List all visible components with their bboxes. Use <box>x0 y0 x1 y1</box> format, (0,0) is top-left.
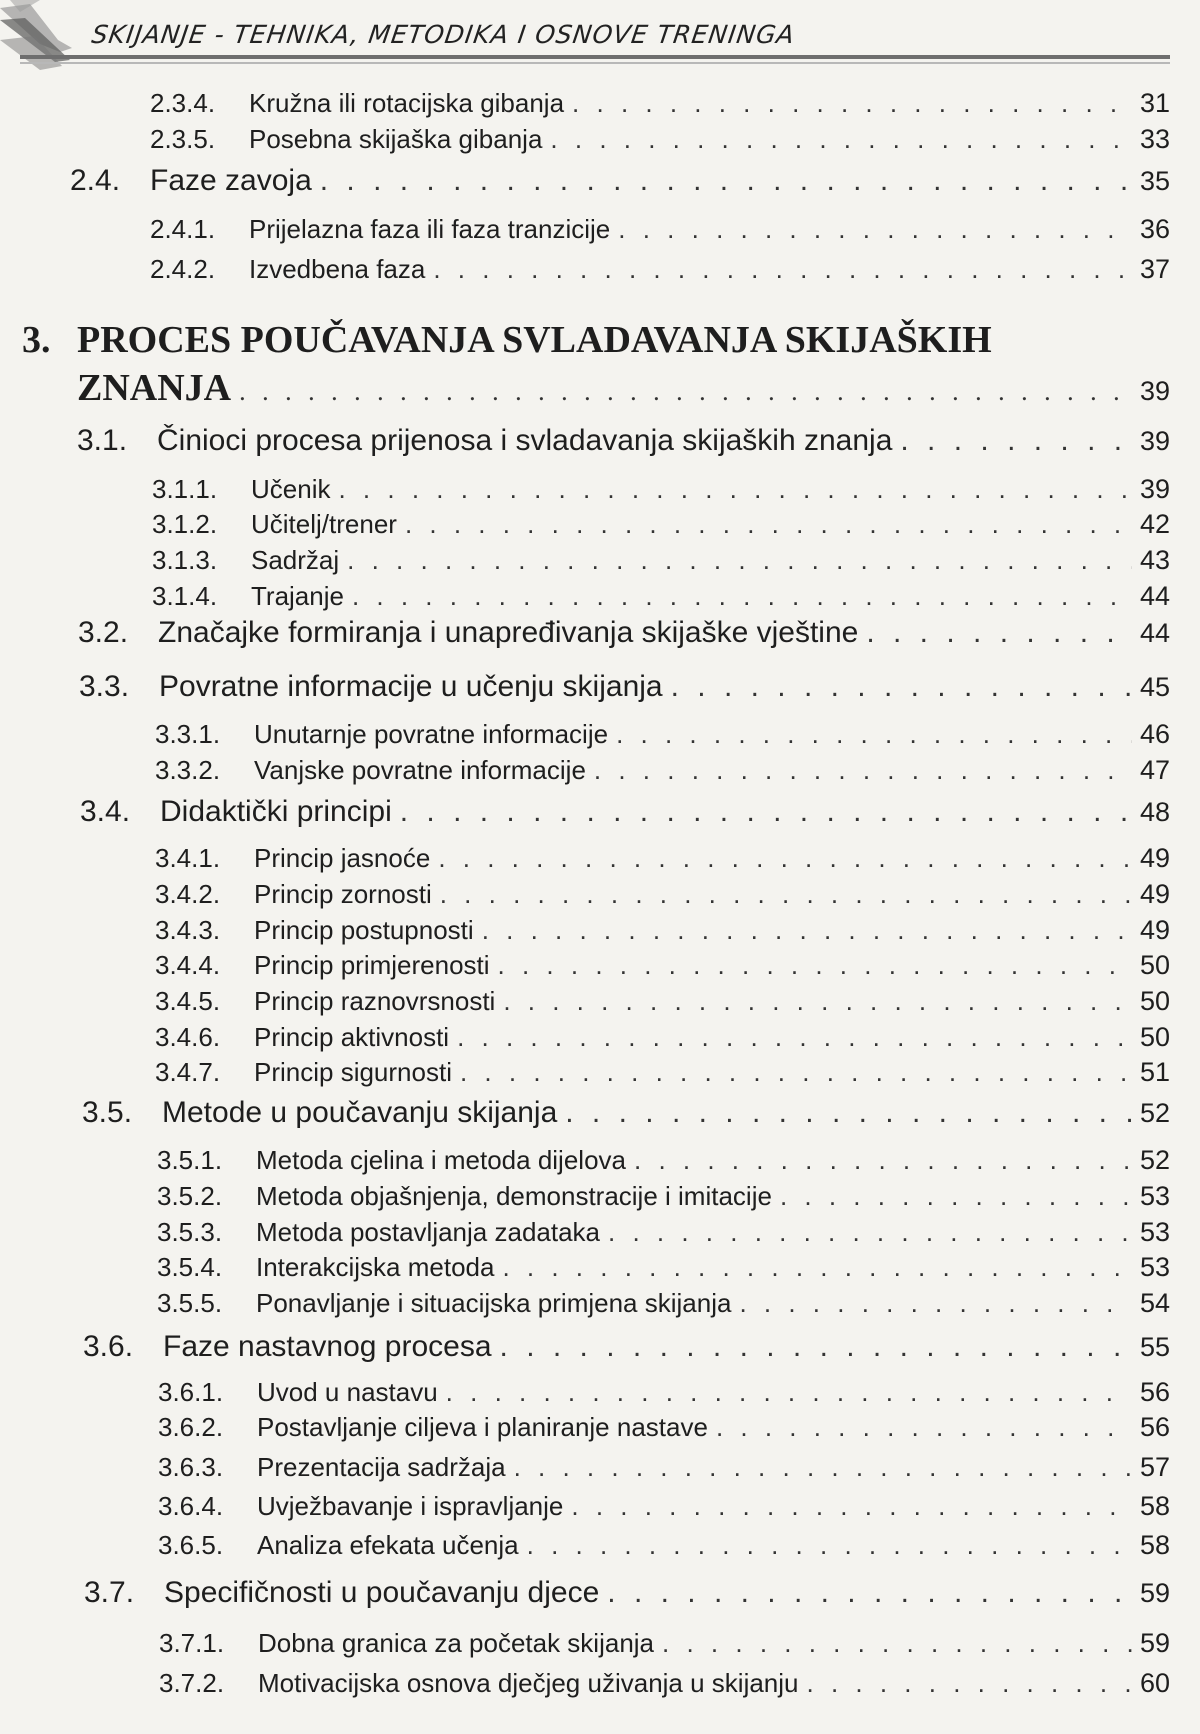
toc-entry-page: 60 <box>1139 1668 1170 1698</box>
toc-entry-page: 53 <box>1139 1252 1170 1282</box>
toc-entry-page: 44 <box>1139 581 1170 611</box>
dot-leader <box>347 545 1132 576</box>
toc-entry[interactable] <box>158 1452 1170 1483</box>
toc-entry[interactable] <box>157 1181 1170 1212</box>
toc-entry-title: Faze nastavnog procesa <box>163 1330 492 1363</box>
toc-entry-title: Motivacijska osnova dječjeg uživanja u skijanju <box>258 1668 799 1698</box>
toc-entry-page: 52 <box>1139 1098 1170 1128</box>
toc-entry-title: Značajke formiranja i unapređivanja skijaške vještine <box>158 616 859 649</box>
toc-entry[interactable] <box>77 424 1170 458</box>
dot-leader <box>405 509 1132 540</box>
toc-entry-number: 2.4.2. <box>150 254 216 284</box>
toc-entry[interactable] <box>150 214 1170 245</box>
dot-leader <box>433 254 1132 285</box>
dot-leader <box>446 1377 1132 1408</box>
dot-leader <box>616 719 1132 750</box>
toc-entry-number: 3.6.3. <box>158 1452 224 1482</box>
toc-entry-number: 3.4.5. <box>155 986 221 1016</box>
toc-entry-page: 39 <box>1139 474 1170 504</box>
toc-entry[interactable] <box>155 950 1170 981</box>
dot-leader <box>565 1096 1132 1130</box>
dot-leader <box>550 124 1132 155</box>
toc-entry-number: 3.1.4. <box>152 581 218 611</box>
toc-entry-page: 39 <box>1139 376 1170 406</box>
toc-entry[interactable] <box>152 581 1170 612</box>
toc-entry-number: 3.7.1. <box>159 1628 225 1658</box>
toc-entry-number: 3.6.1. <box>158 1377 224 1407</box>
toc-entry[interactable] <box>79 670 1170 704</box>
toc-entry[interactable] <box>155 879 1170 910</box>
dot-leader <box>594 755 1132 786</box>
dot-leader <box>338 474 1131 505</box>
toc-entry-page: 42 <box>1139 509 1170 539</box>
dot-leader <box>527 1530 1132 1561</box>
toc-entry-number: 3.5.4. <box>157 1252 223 1282</box>
toc-entry-page: 56 <box>1139 1377 1170 1407</box>
toc-entry[interactable] <box>152 545 1170 576</box>
dot-leader <box>866 616 1132 650</box>
toc-entry-number: 3.5.2. <box>157 1181 223 1211</box>
toc-entry-number: 3.4.3. <box>155 915 221 945</box>
toc-entry-number: 3. <box>22 319 51 361</box>
toc-entry-number: 3.1.1. <box>152 474 218 504</box>
dot-leader <box>571 1491 1132 1522</box>
toc-entry-number: 3.6.4. <box>158 1491 224 1521</box>
toc-entry[interactable] <box>157 1252 1170 1283</box>
toc-entry-number: 3.5.5. <box>157 1288 223 1318</box>
toc-entry-title: Didaktički principi <box>160 795 392 828</box>
toc-entry-number: 3.3.2. <box>155 755 221 785</box>
toc-entry-page: 53 <box>1139 1181 1170 1211</box>
toc-entry[interactable] <box>70 164 1170 198</box>
toc-entry-page: 55 <box>1139 1332 1170 1362</box>
toc-entry-page: 59 <box>1139 1628 1170 1658</box>
toc-entry-number: 3.5. <box>82 1096 133 1129</box>
toc-entry-title: PROCES POUČAVANJA SVLADAVANJA SKIJAŠKIH <box>77 319 992 361</box>
toc-entry-title: Činioci procesa prijenosa i svladavanja skijaških znanja <box>157 424 893 457</box>
toc-entry-number: 3.5.1. <box>157 1145 223 1175</box>
toc-entry-page: 43 <box>1139 545 1170 575</box>
toc-entry-title: Ponavljanje i situacijska primjena skijanja <box>256 1288 732 1318</box>
toc-entry-page: 44 <box>1139 618 1170 648</box>
toc-entry-number: 2.4. <box>70 164 121 197</box>
toc-entry-title: Uvod u nastavu <box>257 1377 438 1407</box>
toc-entry-page: 49 <box>1139 915 1170 945</box>
dot-leader <box>671 670 1132 704</box>
toc-entry-title: Princip primjerenosti <box>254 950 490 980</box>
toc-entry-number: 3.7. <box>84 1576 135 1609</box>
toc-entry-page: 53 <box>1139 1217 1170 1247</box>
toc-entry-title: Uvježbavanje i ispravljanje <box>257 1491 564 1521</box>
toc-entry-page: 58 <box>1139 1530 1170 1560</box>
toc-entry-title: Izvedbena faza <box>249 254 426 284</box>
toc-entry-title: Princip sigurnosti <box>254 1057 452 1087</box>
toc-entry[interactable] <box>155 755 1170 786</box>
toc-entry-page: 39 <box>1139 426 1170 456</box>
toc-entry-number: 3.4. <box>80 795 131 828</box>
toc-entry-page: 35 <box>1139 166 1170 196</box>
dot-leader <box>900 424 1132 458</box>
dot-leader <box>320 164 1132 198</box>
toc-entry[interactable] <box>159 1628 1170 1659</box>
toc-entry[interactable] <box>158 1530 1170 1561</box>
toc-entry-number: 3.6. <box>83 1330 134 1363</box>
toc-entry-number: 3.4.6. <box>155 1022 221 1052</box>
toc-entry[interactable] <box>157 1288 1170 1319</box>
dot-leader <box>460 1057 1132 1088</box>
toc-entry-number: 3.1.2. <box>152 509 218 539</box>
toc-entry[interactable] <box>155 843 1170 874</box>
toc-entry[interactable] <box>150 88 1170 119</box>
toc-entry[interactable] <box>80 795 1170 829</box>
dot-leader <box>500 1330 1132 1364</box>
dot-leader <box>352 581 1132 612</box>
toc-entry-title: Princip jasnoće <box>254 843 431 873</box>
toc-entry-number: 3.3.1. <box>155 719 221 749</box>
toc-entry-title: Prezentacija sadržaja <box>257 1452 506 1482</box>
toc-entry-title: Faze zavoja <box>150 164 312 197</box>
toc-entry-title: Specifičnosti u poučavanju djece <box>164 1576 600 1609</box>
toc-entry-title: Prijelazna faza ili faza tranzicije <box>249 214 611 244</box>
toc-entry-title: Princip raznovrsnosti <box>254 986 496 1016</box>
dot-leader <box>438 843 1132 874</box>
toc-entry-number: 3.4.1. <box>155 843 221 873</box>
toc-entry-title: Metoda postavljanja zadataka <box>256 1217 601 1247</box>
toc-entry-title: Princip postupnosti <box>254 915 474 945</box>
toc-entry-page: 46 <box>1139 719 1170 749</box>
dot-leader <box>498 950 1132 981</box>
dot-leader <box>502 1252 1132 1283</box>
toc-entry-title: Princip aktivnosti <box>254 1022 450 1052</box>
toc-chapter-heading-continued[interactable] <box>77 366 1170 410</box>
toc-entry[interactable] <box>157 1145 1170 1176</box>
toc-entry-number: 3.6.2. <box>158 1412 224 1442</box>
toc-entry-number: 3.1.3. <box>152 545 218 575</box>
toc-entry-page: 51 <box>1139 1057 1170 1087</box>
toc-entry[interactable] <box>84 1576 1170 1610</box>
toc-entry[interactable] <box>158 1412 1170 1443</box>
dot-leader <box>503 986 1132 1017</box>
toc-entry-page: 45 <box>1139 672 1170 702</box>
toc-entry-number: 3.5.3. <box>157 1217 223 1247</box>
toc-entry[interactable] <box>83 1330 1170 1364</box>
toc-entry-number: 3.3. <box>79 670 130 703</box>
dot-leader <box>780 1181 1132 1212</box>
dot-leader <box>608 1217 1132 1248</box>
toc-entry-page: 52 <box>1139 1145 1170 1175</box>
toc-entry-number: 3.4.4. <box>155 950 221 980</box>
toc-entry-page: 49 <box>1139 843 1170 873</box>
toc-entry-title: Učitelj/trener <box>251 509 397 539</box>
toc-entry-title: Povratne informacije u učenju skijanja <box>159 670 663 703</box>
toc-entry-page: 47 <box>1139 755 1170 785</box>
toc-entry[interactable] <box>155 915 1170 946</box>
toc-entry-page: 48 <box>1139 797 1170 827</box>
running-header-title: SKIJANJE - TEHNIKA, METODIKA I OSNOVE TRENINGA <box>89 20 797 49</box>
toc-entry[interactable] <box>150 124 1170 155</box>
toc-entry[interactable] <box>152 474 1170 505</box>
toc-entry-title: Metoda cjelina i metoda dijelova <box>256 1145 626 1175</box>
dot-leader <box>662 1628 1132 1659</box>
toc-entry-title: Posebna skijaška gibanja <box>249 124 543 154</box>
toc-entry-title: Analiza efekata učenja <box>257 1530 519 1560</box>
toc-entry[interactable] <box>78 616 1170 650</box>
toc-entry[interactable] <box>155 986 1170 1017</box>
toc-entry-page: 54 <box>1139 1288 1170 1318</box>
toc-entry[interactable] <box>158 1377 1170 1408</box>
toc-entry[interactable] <box>152 509 1170 540</box>
toc-entry-number: 3.6.5. <box>158 1530 224 1560</box>
toc-entry-title: Trajanje <box>251 581 344 611</box>
toc-entry-page: 36 <box>1139 214 1170 244</box>
toc-entry-title: Interakcijska metoda <box>256 1252 495 1282</box>
dot-leader <box>572 88 1132 119</box>
toc-entry-title: Učenik <box>251 474 331 504</box>
toc-entry-page: 50 <box>1139 950 1170 980</box>
dot-leader <box>400 795 1132 829</box>
toc-entry[interactable] <box>158 1491 1170 1522</box>
dot-leader <box>739 1288 1132 1319</box>
toc-entry[interactable] <box>155 719 1170 750</box>
toc-entry-number: 3.4.2. <box>155 879 221 909</box>
toc-entry-title: Dobna granica za početak skijanja <box>258 1628 655 1658</box>
dot-leader <box>807 1668 1132 1699</box>
toc-entry-title: Postavljanje ciljeva i planiranje nastave <box>257 1412 708 1442</box>
toc-entry[interactable] <box>82 1096 1170 1130</box>
toc-entry-number: 3.1. <box>77 424 128 457</box>
toc-entry[interactable] <box>150 254 1170 285</box>
toc-entry[interactable] <box>157 1217 1170 1248</box>
toc-entry-number: 3.2. <box>78 616 129 649</box>
toc-entry-title: Vanjske povratne informacije <box>254 755 586 785</box>
toc-entry-number: 2.3.5. <box>150 124 216 154</box>
toc-entry-number: 2.3.4. <box>150 88 216 118</box>
toc-entry-number: 3.4.7. <box>155 1057 221 1087</box>
toc-entry-page: 56 <box>1139 1412 1170 1442</box>
toc-entry-page: 59 <box>1139 1578 1170 1608</box>
toc-entry-page: 58 <box>1139 1491 1170 1521</box>
dot-leader <box>716 1412 1132 1443</box>
toc-entry-title: Unutarnje povratne informacije <box>254 719 609 749</box>
dot-leader <box>239 377 1132 407</box>
toc-entry-title: Kružna ili rotacijska gibanja <box>249 88 565 118</box>
dot-leader <box>514 1452 1132 1483</box>
toc-entry-number: 2.4.1. <box>150 214 216 244</box>
toc-entry-page: 37 <box>1139 254 1170 284</box>
dot-leader <box>618 214 1132 245</box>
dot-leader <box>607 1576 1132 1610</box>
toc-entry[interactable] <box>159 1668 1170 1699</box>
dot-leader <box>482 915 1132 946</box>
toc-entry[interactable] <box>155 1057 1170 1088</box>
toc-entry-title: ZNANJA <box>77 367 232 409</box>
toc-entry-page: 31 <box>1139 88 1170 118</box>
toc-entry-title: Metode u poučavanju skijanja <box>162 1096 558 1129</box>
toc-entry-number: 3.7.2. <box>159 1668 225 1698</box>
dot-leader <box>457 1022 1132 1053</box>
toc-entry-title: Princip zornosti <box>254 879 432 909</box>
toc-entry-title: Metoda objašnjenja, demonstracije i imitacije <box>256 1181 772 1211</box>
toc-entry-title: Sadržaj <box>251 545 340 575</box>
toc-entry-page: 50 <box>1139 986 1170 1016</box>
toc-entry[interactable] <box>155 1022 1170 1053</box>
toc-chapter-heading[interactable] <box>22 318 1170 362</box>
toc-entry-page: 49 <box>1139 879 1170 909</box>
dot-leader <box>634 1145 1132 1176</box>
toc-entry-page: 50 <box>1139 1022 1170 1052</box>
toc-entry-page: 33 <box>1139 124 1170 154</box>
toc-entry-page: 57 <box>1139 1452 1170 1482</box>
dot-leader <box>440 879 1132 910</box>
